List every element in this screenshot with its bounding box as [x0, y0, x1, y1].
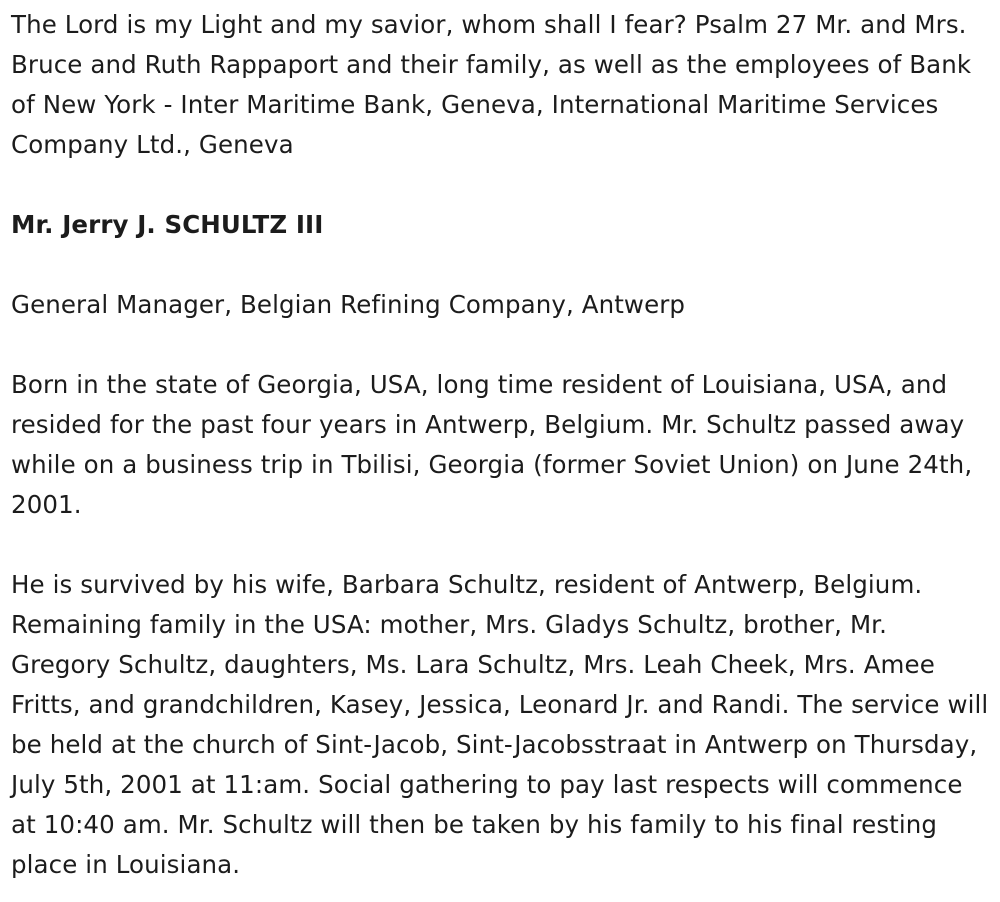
intro-paragraph: The Lord is my Light and my savior, whom shall I fear? Psalm 27 Mr. and Mrs. Bruce and Ruth Rappaport and their family, as well as the employees of Bank of New York - Inter Maritime Bank, Geneva, International Maritime Services Company Ltd., Geneva [11, 10, 972, 159]
biography-paragraph: Born in the state of Georgia, USA, long time resident of Louisiana, USA, and resided for the past four years in Antwerp, Belgium. Mr. Schultz passed away while on a business trip in Tbilisi, Georgia (former Soviet Union) on June 24th, 2001. [11, 370, 973, 519]
survivors-service-paragraph: He is survived by his wife, Barbara Schultz, resident of Antwerp, Belgium. Remaining family in the USA: mother, Mrs. Gladys Schultz, brother, Mr. Gregory Schultz, daughters, Ms. Lara Schultz, Mrs. Leah Cheek, Mrs. Amee Fritts, and grandchildren, Kasey, Jessica, Leonard Jr. and Randi. The service will be held at the church of Sint-Jacob, Sint-Jacobsstraat in Antwerp on Thursday, July 5th, 2001 at 11:am. Social gathering to pay last respects will commence at 10:40 am. Mr. Schultz will then be taken by his family to his final resting place in Louisiana. [11, 570, 989, 879]
deceased-name: Mr. Jerry J. SCHULTZ III [11, 210, 324, 239]
job-title: General Manager, Belgian Refining Company, Antwerp [11, 290, 686, 319]
